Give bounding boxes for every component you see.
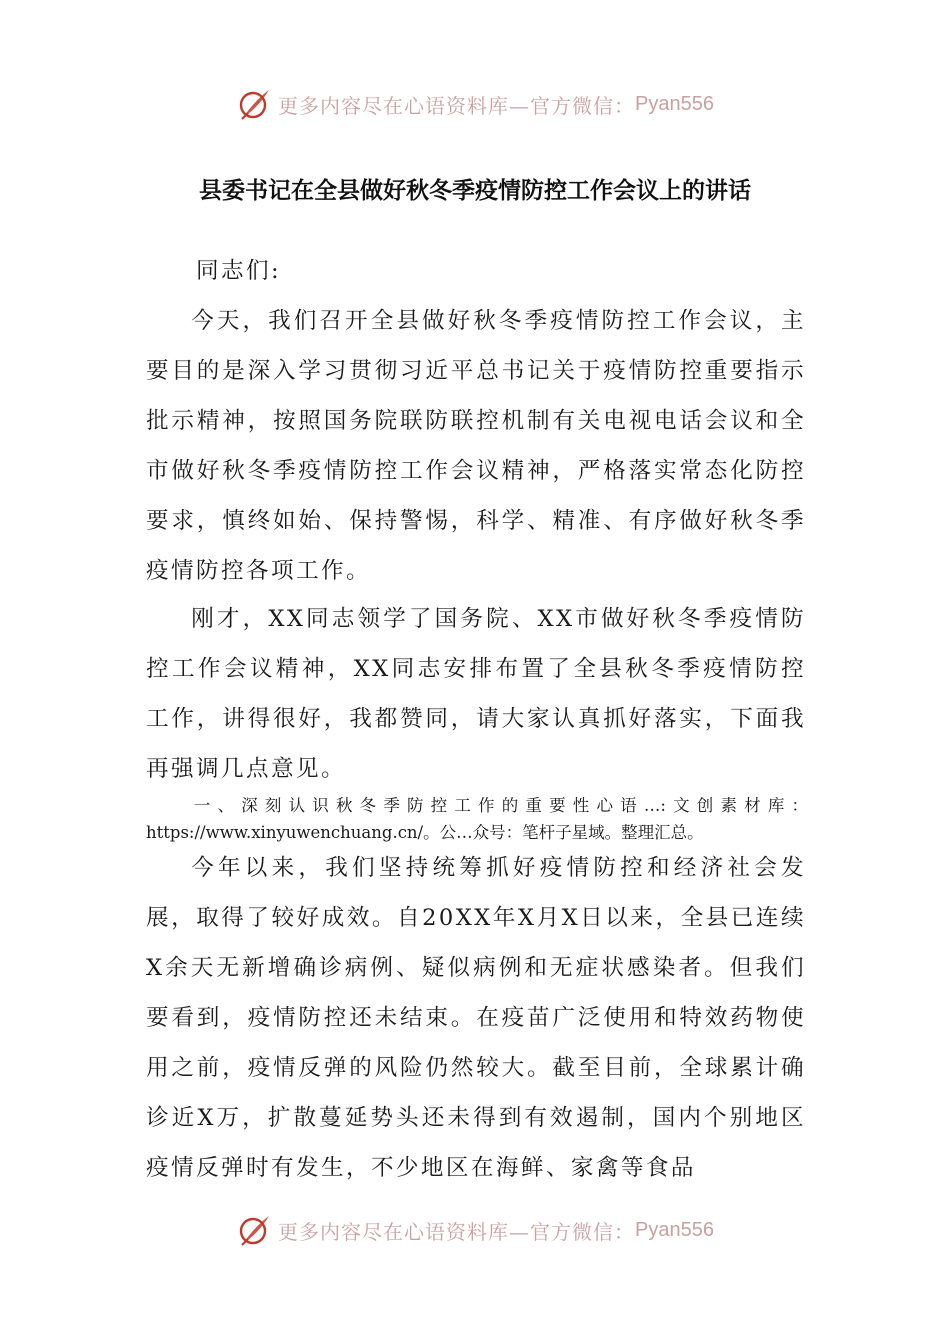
paragraph-situation: [146, 843, 806, 1193]
paragraph-text: 今年以来，我们坚持统筹抓好疫情防控和经济社会发展，取得了较好成效。自20XX年X月X日以来，全县已连续X余天无新增确诊病例、疑似病例和无症状感染者。但我们要看到，疫情防控还未结束。在疫苗广泛使用和特效药物使用之前，疫情反弹的风险仍然较大。截至目前，全球累计确诊近X万，扩散蔓延势头还未得到有效遏制，国内个别地区疫情反弹时有发生，不少地区在海鲜、家禽等食品: [146, 855, 806, 1181]
paragraph-intro: [146, 296, 806, 596]
watermark-text: 更多内容尽在心语资料库—官方微信：: [278, 1219, 636, 1244]
quill-pen-circle-icon: [236, 1212, 272, 1248]
watermark-text: 更多内容尽在心语资料库—官方微信：: [278, 93, 636, 118]
watermark-handle: Pyan556: [635, 1218, 714, 1241]
paragraph-text: 刚才，XX同志领学了国务院、XX市做好秋冬季疫情防控工作会议精神，XX同志安排布置了全县秋冬季疫情防控工作，讲得很好，我都赞同，请大家认真抓好落实，下面我再强调几点意见。: [146, 606, 806, 782]
watermark-banner-top: [0, 84, 950, 124]
watermark-banner-bottom: [0, 1210, 950, 1250]
paragraph-response: [146, 594, 806, 794]
salutation: 同志们:: [196, 258, 281, 284]
section-heading: 一、深刻认识秋冬季防控工作的重要性心语…:文创素材库：https://www.xinyuwenchuang.cn/。公…众号：笔杆子星域。整理汇总。: [146, 796, 808, 842]
paragraph-text: 今天，我们召开全县做好秋冬季疫情防控工作会议，主要目的是深入学习贯彻习近平总书记关于疫情防控重要指示批示精神，按照国务院联防联控机制有关电视电话会议和全市做好秋冬季疫情防控工作会议精神，严格落实常态化防控要求，慎终如始、保持警惕，科学、精准、有序做好秋冬季疫情防控各项工作。: [146, 308, 806, 584]
watermark-handle: Pyan556: [635, 92, 714, 115]
quill-pen-circle-icon: [236, 86, 272, 122]
document-title: 县委书记在全县做好秋冬季疫情防控工作会议上的讲话: [199, 178, 751, 204]
